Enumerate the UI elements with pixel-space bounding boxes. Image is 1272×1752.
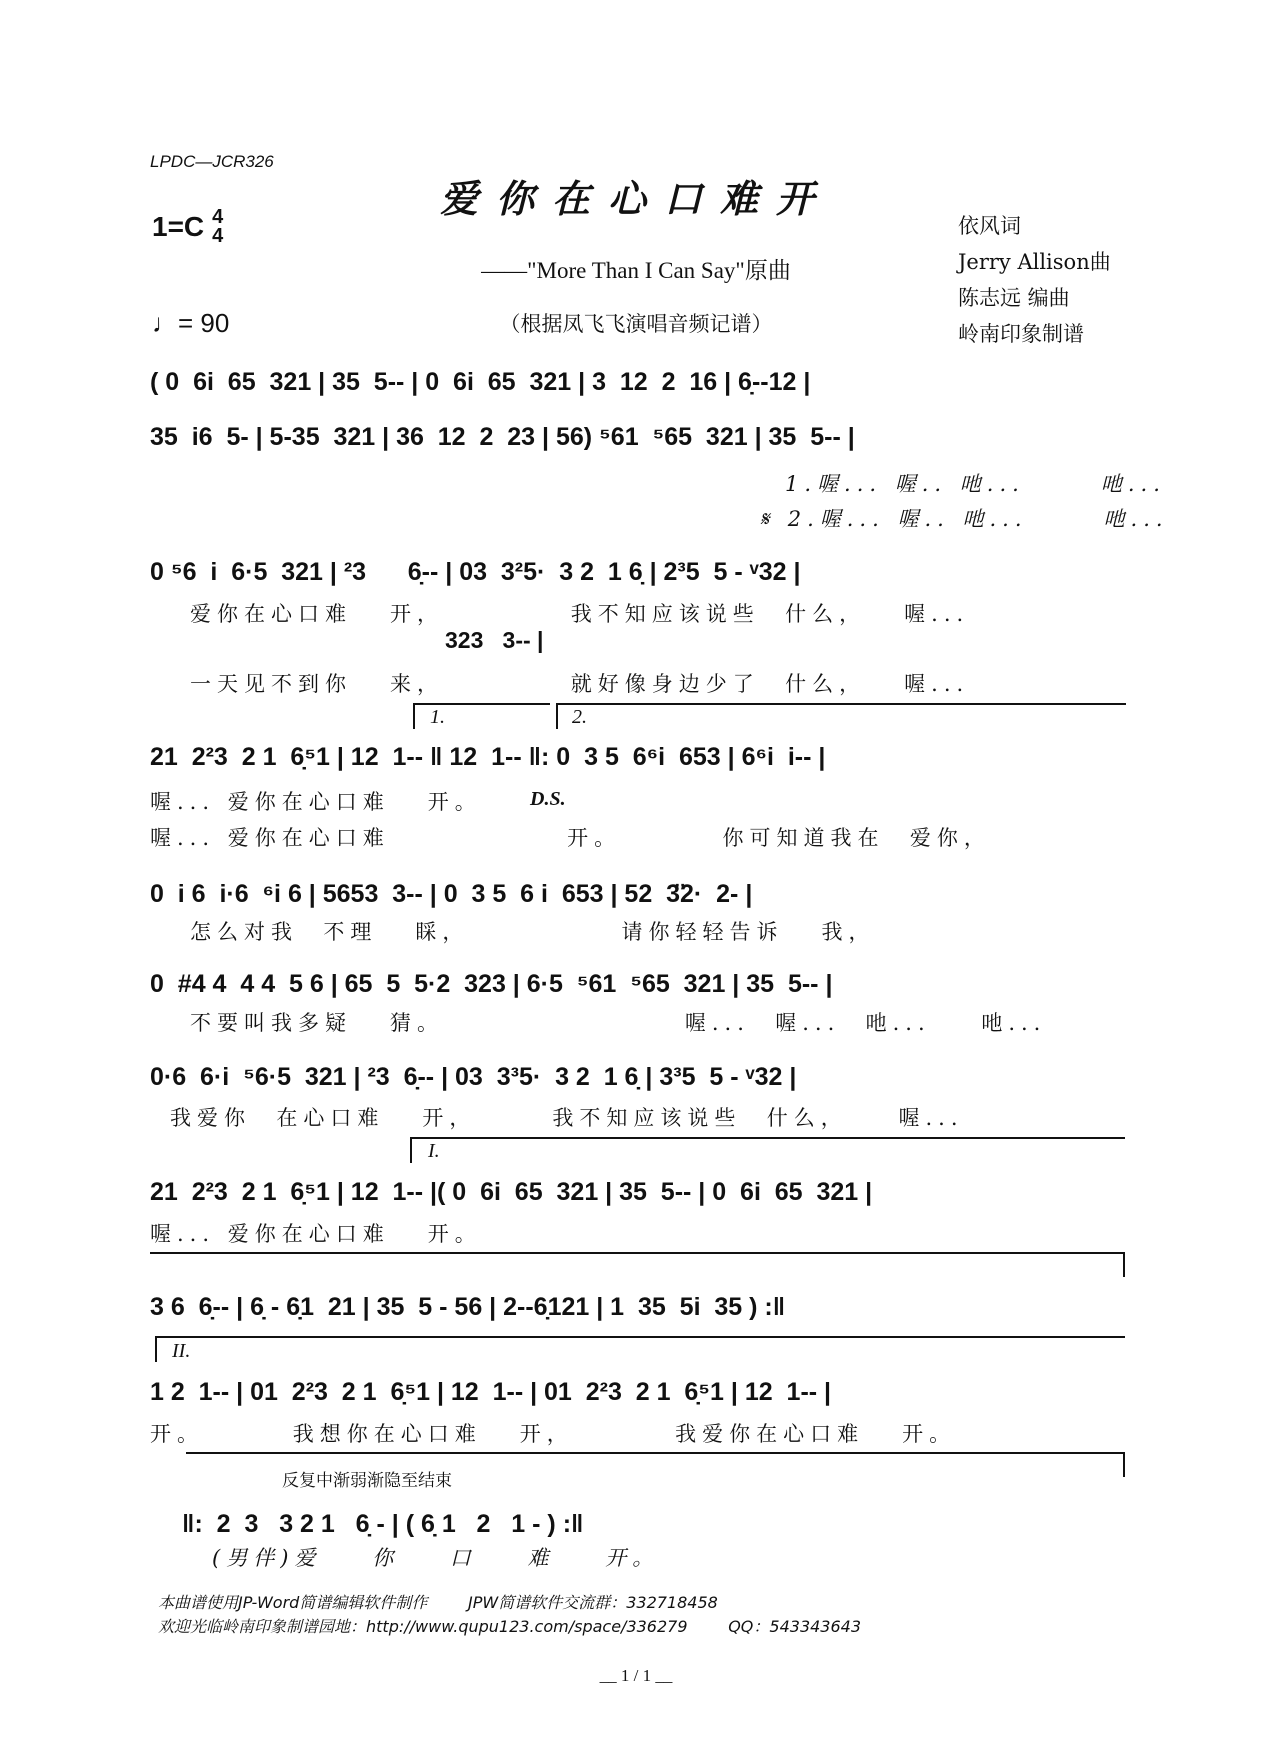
score-line-11 <box>182 1510 1122 1539</box>
notes: ‖: 2 3 3 2 1 6̣ - | ( 6̣ 1 2 1 - ) :‖ <box>182 1510 584 1538</box>
lyrics-line-11: (男伴)爱 你 口 难 开。 <box>212 1546 660 1570</box>
credit-transcriber: 岭南印象制谱 <box>958 322 1084 346</box>
lyrics-line-3-verse-1: 爱你在心口难 开， 我不知应该说些 什么， 喔... <box>190 602 970 626</box>
volta-I-label: I. <box>428 1140 440 1162</box>
footer-line-2: 欢迎光临岭南印象制谱园地：http://www.qupu123.com/space/336279 QQ：543343643 <box>158 1617 862 1636</box>
time-top: 4 <box>212 206 224 228</box>
score-line-3 <box>150 558 1125 587</box>
coda-rule <box>186 1452 1125 1454</box>
coda-rule-right <box>1123 1452 1125 1477</box>
page-number: __ 1 / 1 __ <box>599 1666 673 1685</box>
volta-I-bracket <box>410 1137 1125 1139</box>
volta-2-label: 2. <box>572 706 587 728</box>
score-line-10 <box>150 1378 1125 1407</box>
lyrics-line-10: 开。 我想你在心口难 开， 我爱你在心口难 开。 <box>150 1422 957 1446</box>
key-signature <box>152 208 223 246</box>
credit-composer: Jerry Allison曲 <box>958 250 1111 274</box>
lyrics-line-5: 怎么对我 不理 睬， 请你轻轻告诉 我， <box>190 920 876 944</box>
credit-lyricist: 依风词 <box>958 214 1021 238</box>
volta-II-left <box>155 1336 157 1362</box>
volta-1-label: 1. <box>430 706 445 728</box>
volta-1-left <box>413 703 415 729</box>
transcription-note: （根据凤飞飞演唱音频记谱） <box>499 312 773 336</box>
notes: 0·6 6·i ⁵6·5 321 | ²3 6̣-- | 03 3³5· 3 2 1 6̣ | 3³5 5 - ᵛ32 | <box>150 1063 797 1091</box>
notes: 3 6 6̣-- | 6̣ - 6̣1 21 | 35 5 - 56 | 2--6̣121 | 1 35 5i 35 ) :‖ <box>150 1293 786 1321</box>
volta-II-bracket <box>155 1336 1125 1338</box>
alt-notes-line-3 <box>445 627 645 654</box>
key-label: 1=C <box>152 211 205 242</box>
lyrics-line-2-verse-2: 𝄋 2.喔... 喔.. 吔... 吔... <box>760 507 1169 531</box>
notes: ( 0 6i 65 321 | 35 5-- | 0 6i 65 321 | 3 12 2 16 | 6̣--12 | <box>150 368 811 396</box>
volta-I-left <box>410 1137 412 1163</box>
notes: 323 3-- | <box>445 627 544 653</box>
lyrics-line-7: 我爱你 在心口难 开， 我不知应该说些 什么， 喔... <box>170 1106 964 1130</box>
score-line-7 <box>150 1063 1125 1092</box>
score-line-9 <box>150 1293 1125 1322</box>
lyrics-line-4-verse-2: 喔... 爱你在心口难 开。 你可知道我在 爱你， <box>150 826 991 850</box>
score-line-2 <box>150 423 1125 452</box>
volta-II-label: II. <box>172 1340 191 1362</box>
notes: 0 i 6 i·6 ⁶i 6 | 5653 3-- | 0 3 5 6 i 653 | 52 3̈2· 2- | <box>150 880 753 908</box>
lyrics-line-6: 不要叫我多疑 猜。 喔... 喔... 吔... 吔... <box>190 1011 1047 1035</box>
volta-1-bracket <box>413 703 550 705</box>
score-line-5 <box>150 880 1125 909</box>
score-line-1 <box>150 368 1125 397</box>
credit-arranger: 陈志远 编曲 <box>958 286 1070 310</box>
notes: 21 2²3 2 1 6̣⁵1 | 12 1-- |( 0 6i 65 321 | 35 5-- | 0 6i 65 321 | <box>150 1178 873 1206</box>
time-bottom: 4 <box>212 225 224 247</box>
score-code: LPDC—JCR326 <box>150 152 274 171</box>
lyrics-line-2-verse-1: 1.喔... 喔.. 吔... 吔... <box>785 472 1166 496</box>
notes: 21 2²3 2 1 6̣⁵1 | 12 1-- ‖ 12 1-- ‖: 0 3 5 6⁶i 653 | 6⁶i i-- | <box>150 743 826 771</box>
section-rule-right <box>1123 1252 1125 1277</box>
fade-annotation: 反复中渐弱渐隐至结束 <box>282 1471 452 1491</box>
time-signature <box>212 208 223 246</box>
ds-marking: D.S. <box>530 788 566 810</box>
notes: 0 ⁵6 i 6·5 321 | ²3 6̣-- | 03 3²5· 3 2 1 6̣ | 2³5 5 - ᵛ32 | <box>150 558 801 586</box>
credits <box>958 208 1111 352</box>
lyrics-line-4-verse-1: 喔... 爱你在心口难 开。 <box>150 790 482 814</box>
notes: 1 2 1-- | 01 2²3 2 1 6̣⁵1 | 12 1-- | 01 2²3 2 1 6̣⁵1 | 12 1-- | <box>150 1378 832 1406</box>
score-line-4 <box>150 743 1125 772</box>
notes: 0 #4 4 4 4 5 6 | 65 5 5·2 323 | 6·5 ⁵61 ⁵65 321 | 35 5-- | <box>150 970 833 998</box>
lyrics-line-3-verse-2: 一天见不到你 来， 就好像身边少了 什么， 喔... <box>190 672 970 696</box>
footer-line-1: 本曲谱使用JP-Word简谱编辑软件制作 JPW简谱软件交流群：332718458 <box>158 1593 718 1612</box>
song-title: 爱你在心口难开 <box>439 176 832 221</box>
subtitle: ——"More Than I Can Say"原曲 <box>481 258 791 283</box>
volta-2-left <box>556 703 558 729</box>
score-line-8 <box>150 1178 1125 1207</box>
lyrics-line-8: 喔... 爱你在心口难 开。 <box>150 1222 482 1246</box>
score-line-6 <box>150 970 1125 999</box>
notes: 35 i6 5- | 5-35 321 | 36 12 2 23 | 56) ⁵61 ⁵65 321 | 35 5-- | <box>150 423 855 451</box>
volta-2-bracket <box>556 703 1126 705</box>
section-rule <box>150 1252 1125 1254</box>
tempo-marking: ♩= 90 <box>152 308 230 338</box>
